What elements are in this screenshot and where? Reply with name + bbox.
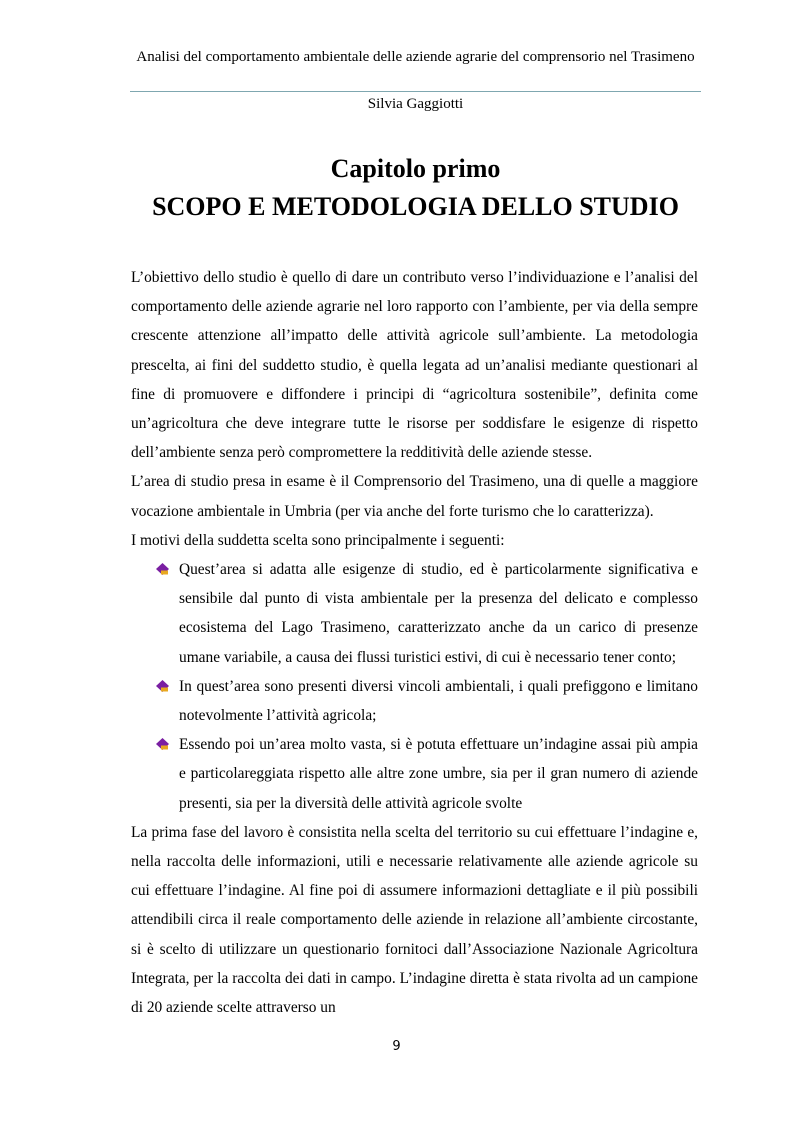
- list-item: [131, 672, 698, 730]
- header-rule: [130, 91, 701, 92]
- diamond-bullet-icon: [156, 738, 169, 750]
- paragraph-objective: L’obiettivo dello studio è quello di dare un contributo verso l’individuazione e l’analisi del comportamento delle aziende agrarie nel loro rapporto con l’ambiente, per via della sempre crescente attenzione all’impatto delle attività agricole sull’ambiente. La metodologia prescelta, ai fini del suddetto studio, è quella legata ad un’analisi mediante questionari al fine di promuovere e diffondere i principi di “agricoltura sostenibile”, definita come un’agricoltura che deve integrare tutte le risorse per soddisfare le esigenze di rispetto dell’ambiente senza però compromettere la redditività delle aziende stesse.: [131, 269, 698, 462]
- list-item-text: In quest’area sono presenti diversi vincoli ambientali, i quali prefiggono e limitano notevolmente l’attività agricola;: [179, 677, 698, 725]
- list-item: [131, 730, 698, 818]
- body-text: [131, 263, 698, 1022]
- reasons-list: [131, 555, 698, 818]
- diamond-bullet-icon: [156, 563, 169, 575]
- chapter-heading: [130, 150, 701, 226]
- chapter-label: Capitolo primo: [330, 154, 501, 183]
- list-item-text: Essendo poi un’area molto vasta, si è potuta effettuare un’indagine assai più ampia e particolareggiata rispetto alle altre zone umbre, sia per il gran numero di aziende presenti, sia per la diversità delle attività agricole svolte: [179, 736, 698, 812]
- diamond-bullet-icon: [156, 680, 169, 692]
- list-item-text: Quest’area si adatta alle esigenze di studio, ed è particolarmente significativa e sensibile dal punto di vista ambientale per la presenza del delicato e complesso ecosistema del Lago Trasimeno, caratterizzato anche da un carico di presenze umane variabile, a causa dei flussi turistici estivi, di cui è necessario tener conto;: [179, 561, 698, 666]
- paragraph-methodology: La prima fase del lavoro è consistita nella scelta del territorio su cui effettuare l’indagine e, nella raccolta delle informazioni, utili e necessarie relativamente alle aziende agricole su cui effettuare l’indagine. Al fine poi di assumere informazioni dettagliate e il più possibili attendibili circa il reale comportamento delle aziende in relazione all’ambiente circostante, si è scelto di utilizzare un questionario fornitoci dall’Associazione Nazionale Agricoltura Integrata, per la raccolta dei dati in campo. L’indagine diretta è stata rivolta ad un campione di 20 aziende scelte attraverso un: [131, 823, 698, 1017]
- chapter-title: SCOPO E METODOLOGIA DELLO STUDIO: [152, 192, 679, 221]
- running-header-title: Analisi del comportamento ambientale delle aziende agrarie del comprensorio nel Trasimeno: [136, 49, 695, 65]
- author-name: Silvia Gaggiotti: [367, 96, 464, 112]
- list-item: [131, 555, 698, 672]
- paragraph-reasons-intro: I motivi della suddetta scelta sono principalmente i seguenti:: [131, 531, 505, 549]
- paragraph-study-area: L’area di studio presa in esame è il Comprensorio del Trasimeno, una di quelle a maggiore vocazione ambientale in Umbria (per via anche del forte turismo che lo caratterizza).: [131, 473, 698, 520]
- page-number: 9: [392, 1039, 401, 1054]
